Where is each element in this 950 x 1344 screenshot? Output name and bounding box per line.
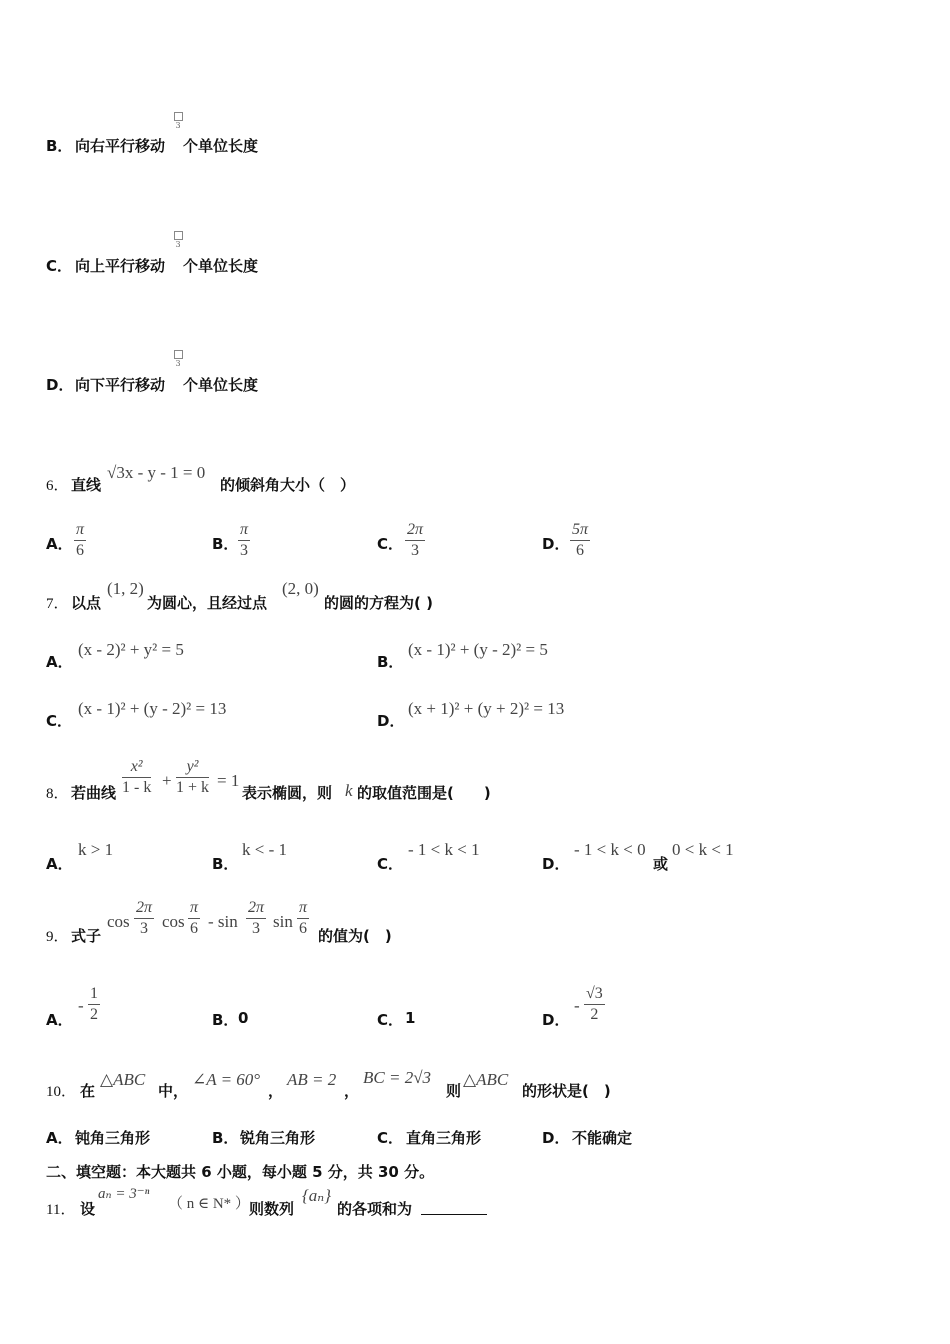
question-text: 的取值范围是( ) [357, 784, 491, 802]
option-label: A． [46, 653, 73, 671]
tiny-fraction: 3 [173, 112, 183, 130]
option-label: A． [46, 1011, 73, 1029]
option-equation: (x - 1)² + (y - 2)² = 5 [408, 640, 548, 659]
option-label: D． [46, 376, 74, 394]
option-d-fraction: $\frac{5\pi}{6}$ [572, 521, 589, 559]
option-equation: - 1 < k < 1 [408, 840, 480, 859]
question-text: 为圆心，且经过点 [147, 594, 268, 612]
question-text: 在 [80, 1082, 96, 1100]
option-label: D． [377, 712, 405, 730]
option-label: B． [212, 1129, 239, 1147]
question-text: 则数列 [249, 1200, 295, 1218]
option-equation: k < - 1 [242, 840, 287, 859]
question-text: 设 [80, 1200, 96, 1218]
question-text: 若曲线 [71, 784, 117, 802]
option-b-fraction: $\frac{\pi}{3}$ [240, 521, 249, 559]
question-text: 的各项和为 [337, 1200, 413, 1218]
option-text: 直角三角形 [406, 1129, 482, 1147]
option-unit: 个单位长度 [183, 376, 259, 394]
option-c-fraction: $\frac{2\pi}{3}$ [407, 521, 424, 559]
variable-k: k [345, 781, 353, 800]
condition: （ n ∈ N* ） [168, 1196, 250, 1212]
center-point: (1, 2) [107, 579, 144, 598]
option-unit: 个单位长度 [183, 257, 259, 275]
option-label: D． [542, 855, 570, 873]
fraction-y: $\frac{\text{y²}}{1 + k}$ [176, 758, 210, 796]
option-a-fraction: $\frac{\pi}{6}$ [76, 521, 85, 559]
question-number: 8． [46, 786, 69, 802]
option-text: 向下平行移动 [75, 376, 166, 394]
option-unit: 个单位长度 [183, 137, 259, 155]
separator: ， [268, 1082, 284, 1100]
option-label: D． [542, 1129, 570, 1147]
option-text: 不能确定 [572, 1129, 633, 1147]
question-number: 10． [46, 1084, 77, 1100]
question-text: 式子 [71, 927, 102, 945]
question-text: 以点 [71, 594, 102, 612]
option-label: A． [46, 1129, 73, 1147]
option-label: B． [212, 855, 239, 873]
option-label: A． [46, 855, 73, 873]
angle-a: ∠A = 60° [192, 1070, 261, 1089]
plus-sign: + [162, 771, 172, 790]
option-value: 0 [238, 1009, 249, 1027]
sequence-formula: aₙ = 3⁻ⁿ [98, 1186, 150, 1202]
tiny-fraction: 3 [173, 231, 183, 249]
option-label: C． [377, 1011, 404, 1029]
answer-blank[interactable] [421, 1198, 487, 1217]
option-label: B． [212, 1011, 239, 1029]
option-text: 钝角三角形 [75, 1129, 151, 1147]
option-label: B． [377, 653, 404, 671]
option-equation: - 1 < k < 0 [574, 840, 646, 859]
question-number: 6． [46, 478, 69, 494]
option-label: A． [46, 535, 73, 553]
question-text: 的值为( ) [318, 927, 392, 945]
question-text: 表示椭圆，则 [242, 784, 333, 802]
option-label: D． [542, 1011, 570, 1029]
question-text: 的形状是( ) [522, 1082, 611, 1100]
option-label: C． [377, 855, 404, 873]
option-text: 向上平行移动 [75, 257, 166, 275]
question-text: 的倾斜角大小（ ） [220, 476, 356, 494]
option-label: C． [377, 535, 404, 553]
question-text: 则 [446, 1082, 462, 1100]
equation-rhs: = 1 [217, 771, 240, 790]
option-value: 1 [405, 1009, 416, 1027]
side-ab: AB = 2 [287, 1070, 337, 1089]
separator: ， [344, 1082, 360, 1100]
question-number: 9． [46, 929, 69, 945]
line-equation: √3x - y - 1 = 0 [107, 463, 206, 482]
option-label: C． [46, 712, 73, 730]
option-label: B． [46, 137, 73, 155]
section-heading: 二、填空题：本大题共 6 小题，每小题 5 分，共 30 分。 [46, 1163, 435, 1181]
question-text: 的圆的方程为( ) [324, 594, 433, 612]
tiny-fraction: 3 [173, 350, 183, 368]
option-label: C． [377, 1129, 404, 1147]
fraction-x: $\frac{\text{x²}}{1 - k}$ [122, 758, 152, 796]
triangle-abc: △ABC [100, 1070, 146, 1089]
question-number: 7． [46, 596, 69, 612]
option-label: D． [542, 535, 570, 553]
pass-point: (2, 0) [282, 579, 319, 598]
option-equation: (x - 2)² + y² = 5 [78, 640, 184, 659]
option-equation: (x + 1)² + (y + 2)² = 13 [408, 699, 565, 718]
option-label: B． [212, 535, 239, 553]
option-text: 锐角三角形 [240, 1129, 316, 1147]
question-text: 直线 [71, 476, 102, 494]
option-label: C． [46, 257, 73, 275]
option-equation: (x - 1)² + (y - 2)² = 13 [78, 699, 227, 718]
or-text: 或 [653, 855, 669, 873]
triangle-abc: △ABC [463, 1070, 509, 1089]
question-number: 11． [46, 1202, 76, 1218]
side-bc: BC = 2√3 [363, 1068, 432, 1087]
option-text: 向右平行移动 [75, 137, 166, 155]
sequence: {aₙ} [302, 1186, 331, 1205]
option-equation: k > 1 [78, 840, 114, 859]
question-text: 中， [158, 1082, 189, 1100]
option-equation: 0 < k < 1 [672, 840, 734, 859]
